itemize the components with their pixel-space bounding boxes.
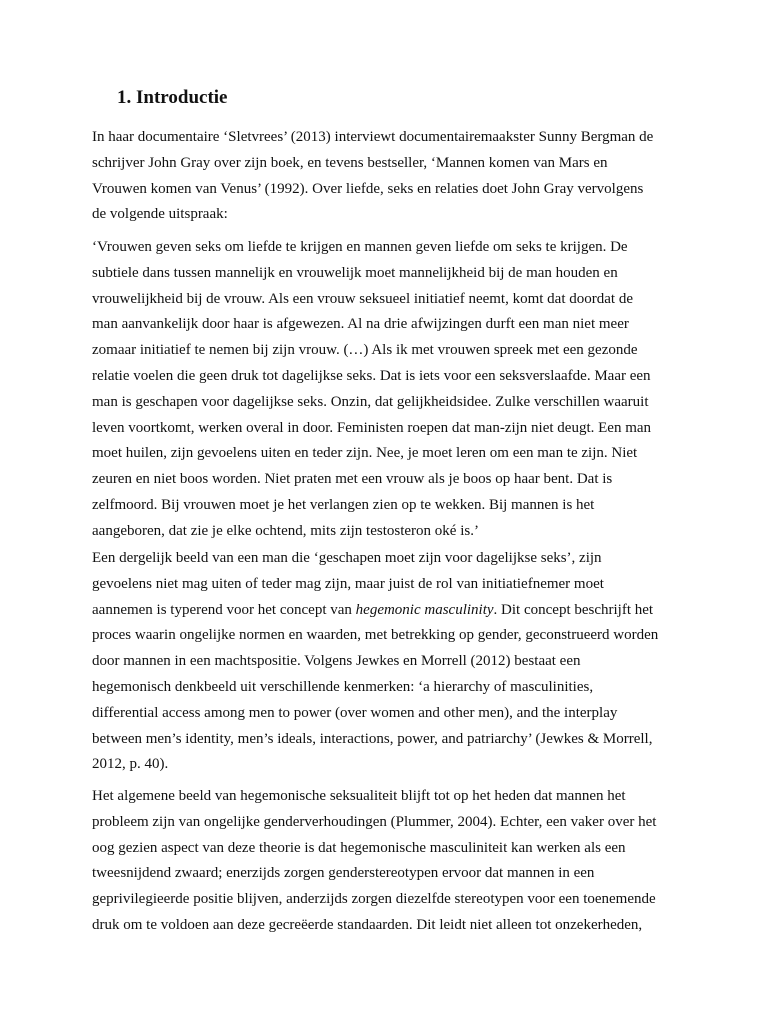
text-line: probleem zijn van ongelijke genderverhoudingen (Plummer, 2004). Echter, een vaker over het — [92, 813, 657, 830]
text-line: ‘Vrouwen geven seks om liefde te krijgen en mannen geven liefde om seks te krijgen. De — [92, 239, 628, 255]
italic-term: hegemonic masculinity — [355, 601, 494, 618]
text-line: subtiele dans tussen mannelijk en vrouwelijk moet mannelijkheid bij de man houden en — [92, 264, 618, 281]
quote-paragraph — [92, 235, 651, 545]
text-line: leven voortkomt, werken overal in door. Feministen roepen dat man-zijn niet deugt. Een man — [92, 419, 652, 436]
text-line: tweesnijdend zwaard; enerzijds zorgen genderstereotypen ervoor dat mannen in een — [92, 865, 595, 882]
text-line: differential access among men to power (over women and other men), and the interplay — [92, 704, 618, 721]
text-line: proces waarin ongelijke normen en waarden, met betrekking op gender, geconstrueerd worden — [92, 627, 659, 644]
text-line: In haar documentaire ‘Sletvrees’ (2013) interviewt documentairemaakster Sunny Bergman de — [92, 129, 654, 145]
text-segment: aannemen is typerend voor het concept van — [92, 601, 356, 618]
text-line: schrijver John Gray over zijn boek, en tevens bestseller, ‘Mannen komen van Mars en — [92, 154, 608, 171]
text-line: oog gezien aspect van deze theorie is dat hegemonische masculiniteit kan werken als een — [92, 839, 626, 856]
text-line: relatie voelen die geen druk tot dagelijkse seks. Dat is iets voor een seksverslaafde. Maar een — [92, 367, 651, 384]
text-line: gevoelens niet mag uiten of teder mag zijn, maar juist de rol van initiatiefnemer moet — [92, 575, 604, 592]
text-line: druk om te voldoen aan deze gecreëerde standaarden. Dit leidt niet alleen tot onzekerheden, — [92, 916, 643, 933]
text-line: moet huilen, zijn gevoelens uiten en teder zijn. Nee, je moet leren om een man te zijn. Niet — [92, 445, 638, 462]
text-line — [92, 598, 658, 624]
text-line: vrouwelijkheid bij de vrouw. Als een vrouw seksueel initiatief neemt, komt dat doordat de — [92, 290, 633, 307]
text-line: door mannen in een machtspositie. Volgens Jewkes en Morrell (2012) bestaat een — [92, 653, 581, 670]
text-line: 2012, p. 40). — [92, 756, 169, 773]
text-line: Vrouwen komen van Venus’ (1992). Over liefde, seks en relaties doet John Gray vervolgens — [92, 180, 644, 197]
text-line: aangeboren, dat zie je elke ochtend, mits zijn testosteron oké is.’ — [92, 522, 479, 539]
text-line: between men’s identity, men’s ideals, interactions, power, and patriarchy’ (Jewkes & Morrell, — [92, 730, 653, 747]
text-line: zomaar initiatief te nemen bij zijn vrouw. (…) Als ik met vrouwen spreek met een gezonde — [92, 342, 638, 359]
text-line: zeuren en niet boos worden. Niet praten met een vrouw als je boos op haar bent. Dat is — [92, 471, 613, 488]
text-line: man is geschapen voor dagelijkse seks. Onzin, dat gelijkheidsidee. Zulke verschillen waaruit — [92, 393, 649, 410]
concept-paragraph — [92, 546, 658, 778]
intro-paragraph — [92, 125, 653, 228]
text-line: Het algemene beeld van hegemonische seksualiteit blijft tot op het heden dat mannen het — [92, 788, 626, 804]
text-line: geprivilegieerde positie blijven, anderzijds zorgen diezelfde stereotypen voor een toenemende — [92, 891, 656, 908]
text-line: de volgende uitspraak: — [92, 206, 228, 223]
text-line: man aanvankelijk door haar is afgewezen. Al na drie afwijzingen durft een man niet meer — [92, 316, 629, 333]
text-line: hegemonisch denkbeeld uit verschillende kenmerken: ‘a hierarchy of masculinities, — [92, 678, 594, 695]
text-segment: . Dit concept beschrijft het — [493, 601, 654, 618]
text-line: zelfmoord. Bij vrouwen moet je het verlangen zien op te wekken. Bij mannen is het — [92, 496, 595, 513]
text-line: Een dergelijk beeld van een man die ‘geschapen moet zijn voor dagelijkse seks’, zijn — [92, 550, 602, 566]
hegemony-paragraph — [92, 784, 656, 939]
section-heading: 1. Introductie — [117, 87, 228, 108]
